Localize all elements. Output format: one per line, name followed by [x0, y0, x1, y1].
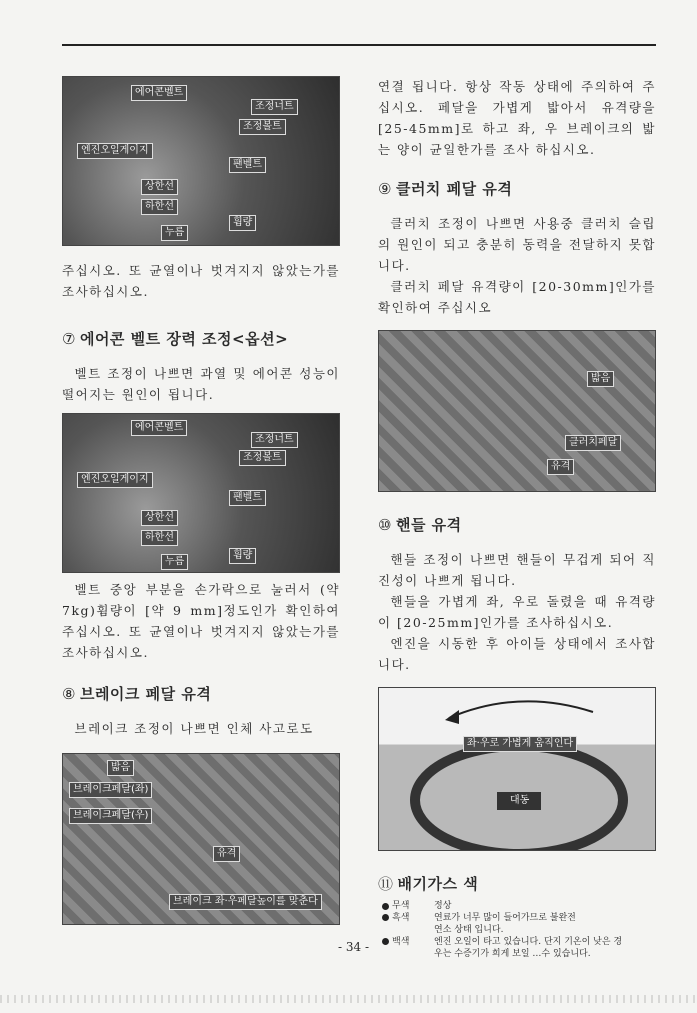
photo-label: 대동 — [510, 795, 530, 806]
section-10-note: 엔진을 시동한 후 아이들 상태에서 조사합니다. — [378, 636, 656, 672]
steering-wheel-icon — [379, 688, 656, 850]
photo-label: 에어콘벨트 — [131, 85, 187, 101]
bullet-icon — [382, 914, 389, 921]
photo-label: 누름 — [161, 554, 188, 570]
photo-label: 브레이크페달(우) — [69, 808, 152, 824]
photo-label: 에어콘벨트 — [131, 420, 187, 436]
exhaust-row: 백색 엔진 오일이 타고 있습니다. 단지 기온이 낮은 경우는 수증기가 희게 보일 …수 있습니다. — [382, 936, 656, 960]
section-7-text: 벨트 조정이 나쁘면 과열 및 에어콘 성능이 떨어지는 원인이 됩니다. — [62, 366, 340, 402]
photo-label: 하한선 — [141, 199, 178, 215]
section-8-heading: ⑧ 브레이크 페달 유격 — [62, 685, 212, 703]
photo-label: 엔진오일게이지 — [77, 472, 153, 488]
section-7-instructions: 벨트 중앙 부분을 손가락으로 눌러서 (약7kg)휨량이 [약 9 mm]정도인가 확인하여 주십시오. 또 균열이나 벗겨지지 않았는가를 조사하십시오. — [62, 582, 340, 660]
belt-inspection-text: 주십시오. 또 균열이나 벗겨지지 않았는가를 조사하십시오. — [62, 263, 340, 299]
section-9-instructions: 클러치 페달 유격량이 [20-30mm]인가를 확인하여 주십시오 — [378, 279, 656, 315]
section-8-text: 브레이크 조정이 나쁘면 인체 사고로도 — [74, 721, 314, 736]
photo-label: 밟음 — [587, 371, 614, 387]
photo-label: 조정너트 — [251, 99, 298, 115]
section-10-instructions: 핸들을 가볍게 좌, 우로 돌렸을 때 유격량이 [20-25mm]인가를 조사하십시오. — [378, 594, 656, 630]
clutch-pedal-photo — [378, 330, 656, 492]
left-column — [62, 76, 340, 925]
section-9-text: 클러치 조정이 나쁘면 사용중 클러치 슬립의 원인이 되고 충분히 동력을 전달하지 못합니다. — [378, 216, 656, 273]
aircon-belt-photo — [62, 413, 340, 573]
exhaust-row: 흑색 연료가 너무 많이 들어가므로 불완전 연소 상태 입니다. — [382, 912, 656, 936]
photo-label: 조정볼트 — [239, 119, 286, 135]
photo-label: 휨량 — [229, 215, 256, 231]
section-9-heading: ⑨ 클러치 페달 유격 — [378, 180, 513, 198]
photo-label: 상한선 — [141, 179, 178, 195]
photo-label: 팬벨트 — [229, 157, 266, 173]
photo-label: 상한선 — [141, 510, 178, 526]
photo-label: 조정너트 — [251, 432, 298, 448]
photo-label: 좌·우로 가볍게 움직인다 — [463, 736, 577, 752]
photo-label: 브레이크페달(좌) — [69, 782, 152, 798]
scan-edge — [0, 995, 697, 1003]
photo-label: 누름 — [161, 225, 188, 241]
photo-label: 유격 — [547, 459, 574, 475]
steering-wheel-photo — [378, 687, 656, 851]
bullet-icon — [382, 938, 389, 945]
engine-belt-photo — [62, 76, 340, 246]
section-8-continued: 연결 됩니다. 항상 작동 상태에 주의하여 주십시오. 페달을 가볍게 밟아서 유격량을 [25-45mm]로 하고 좌, 우 브레이크의 밟는 양이 균일한가를 조사 하십시오. — [378, 79, 656, 157]
exhaust-row: 무색 정상 — [382, 900, 656, 912]
photo-label: 브레이크 좌·우페달높이를 맞춘다 — [169, 894, 322, 910]
section-7-heading: ⑦ 에어콘 벨트 장력 조정<옵션> — [62, 330, 289, 348]
exhaust-color-list — [382, 900, 656, 960]
right-column — [378, 76, 656, 960]
photo-label: 밟음 — [107, 760, 134, 776]
photo-label: 휨량 — [229, 548, 256, 564]
top-rule — [62, 44, 656, 46]
page-number: - 34 - — [338, 940, 370, 954]
photo-label: 클러치페달 — [565, 435, 621, 451]
section-11-heading: ⑪ 배기가스 색 — [378, 875, 479, 893]
photo-label: 엔진오일게이지 — [77, 143, 153, 159]
photo-label: 유격 — [213, 846, 240, 862]
section-10-text: 핸들 조정이 나쁘면 핸들이 무겁게 되어 직진성이 나쁘게 됩니다. — [378, 552, 656, 588]
photo-label: 팬벨트 — [229, 490, 266, 506]
bullet-icon — [382, 903, 389, 910]
photo-label: 하한선 — [141, 530, 178, 546]
section-10-heading: ⑩ 핸들 유격 — [378, 516, 462, 534]
brake-pedal-photo — [62, 753, 340, 925]
photo-label: 조정볼트 — [239, 450, 286, 466]
